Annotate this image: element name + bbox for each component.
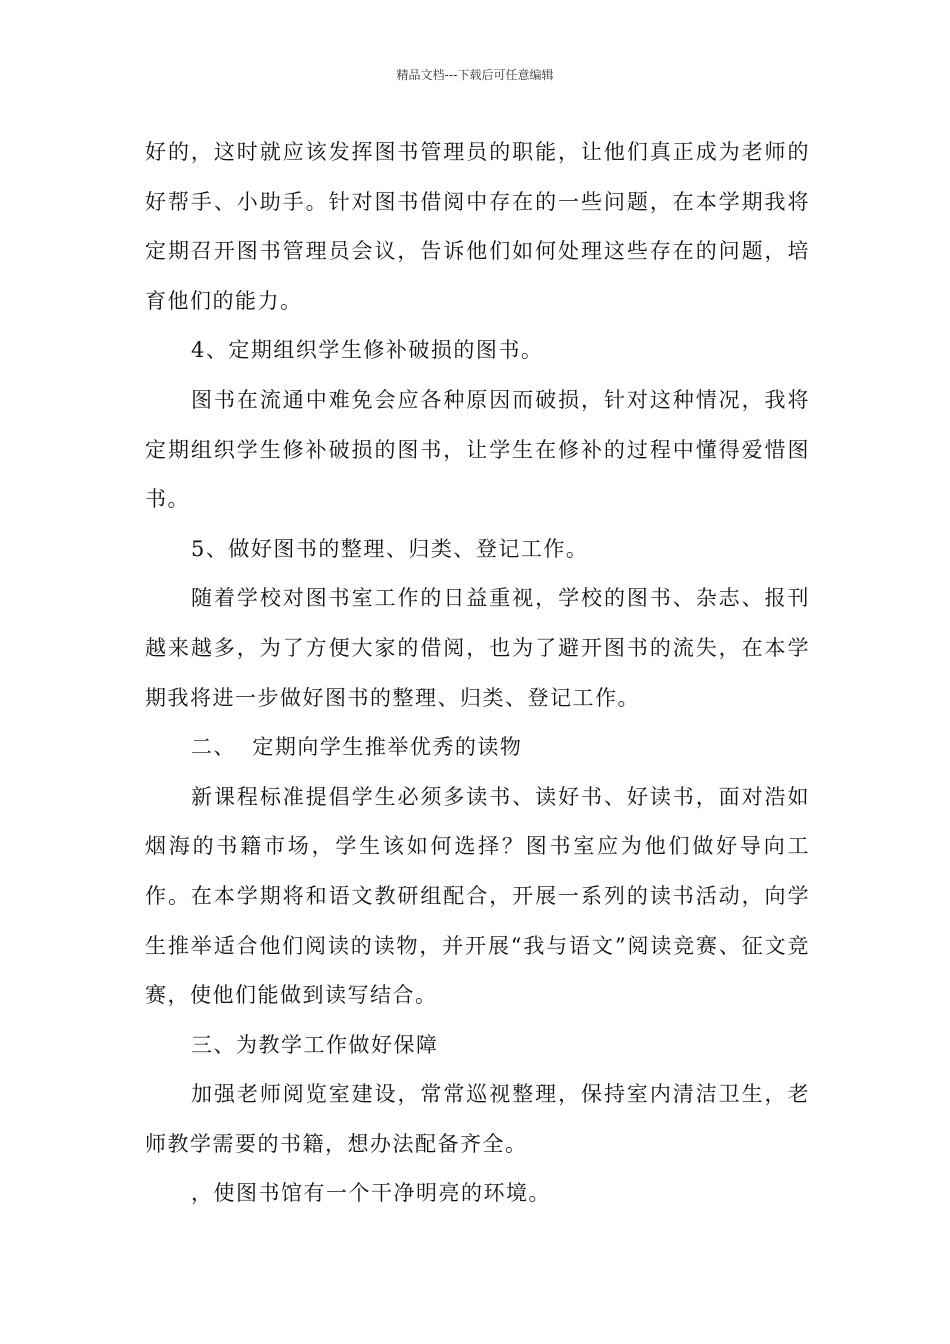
section-2-heading: 二、 定期向学生推举优秀的读物 [191, 735, 523, 760]
paragraph-clean-library: ，使图书馆有一个干净明亮的环境。 [191, 1181, 551, 1206]
document-body [145, 128, 810, 1219]
paragraph-book-repair: 图书在流通中难免会应各种原因而破损，针对这种情况，我将定期组织学生修补破损的图书，让学生在修补的过程中懂得爱惜图书。 [145, 387, 810, 512]
item-4-heading: 4、定期组织学生修补破损的图书。 [191, 338, 544, 363]
paragraph-book-organization: 随着学校对图书室工作的日益重视，学校的图书、杂志、报刊越来越多，为了方便大家的借阅，也为了避开图书的流失，在本学期我将进一步做好图书的整理、归类、登记工作。 [145, 586, 810, 710]
item-5-heading: 5、做好图书的整理、归类、登记工作。 [191, 536, 589, 561]
section-3-heading: 三、为教学工作做好保障 [191, 1032, 439, 1057]
paragraph-teacher-reading-room: 加强老师阅览室建设，常常巡视整理，保持室内清洁卫生，老师教学需要的书籍，想办法配备齐全。 [145, 1082, 810, 1156]
paragraph-librarian-role: 好的，这时就应该发挥图书管理员的职能，让他们真正成为老师的好帮手、小助手。针对图书借阅中存在的一些问题，在本学期我将定期召开图书管理员会议，告诉他们如何处理这些存在的问题，培育他们的能力。 [145, 140, 810, 313]
page-header: 精品文档---下载后可任意编辑 [396, 68, 554, 82]
paragraph-reading-recommendation: 新课程标准提倡学生必须多读书、读好书、好读书，面对浩如烟海的书籍市场，学生该如何选择？图书室应为他们做好导向工作。在本学期将和语文教研组配合，开展一系列的读书活动，向学生推举适合他们阅读的读物，并开展“我与语文”阅读竞赛、征文竞赛，使他们能做到读写结合。 [145, 784, 810, 1008]
